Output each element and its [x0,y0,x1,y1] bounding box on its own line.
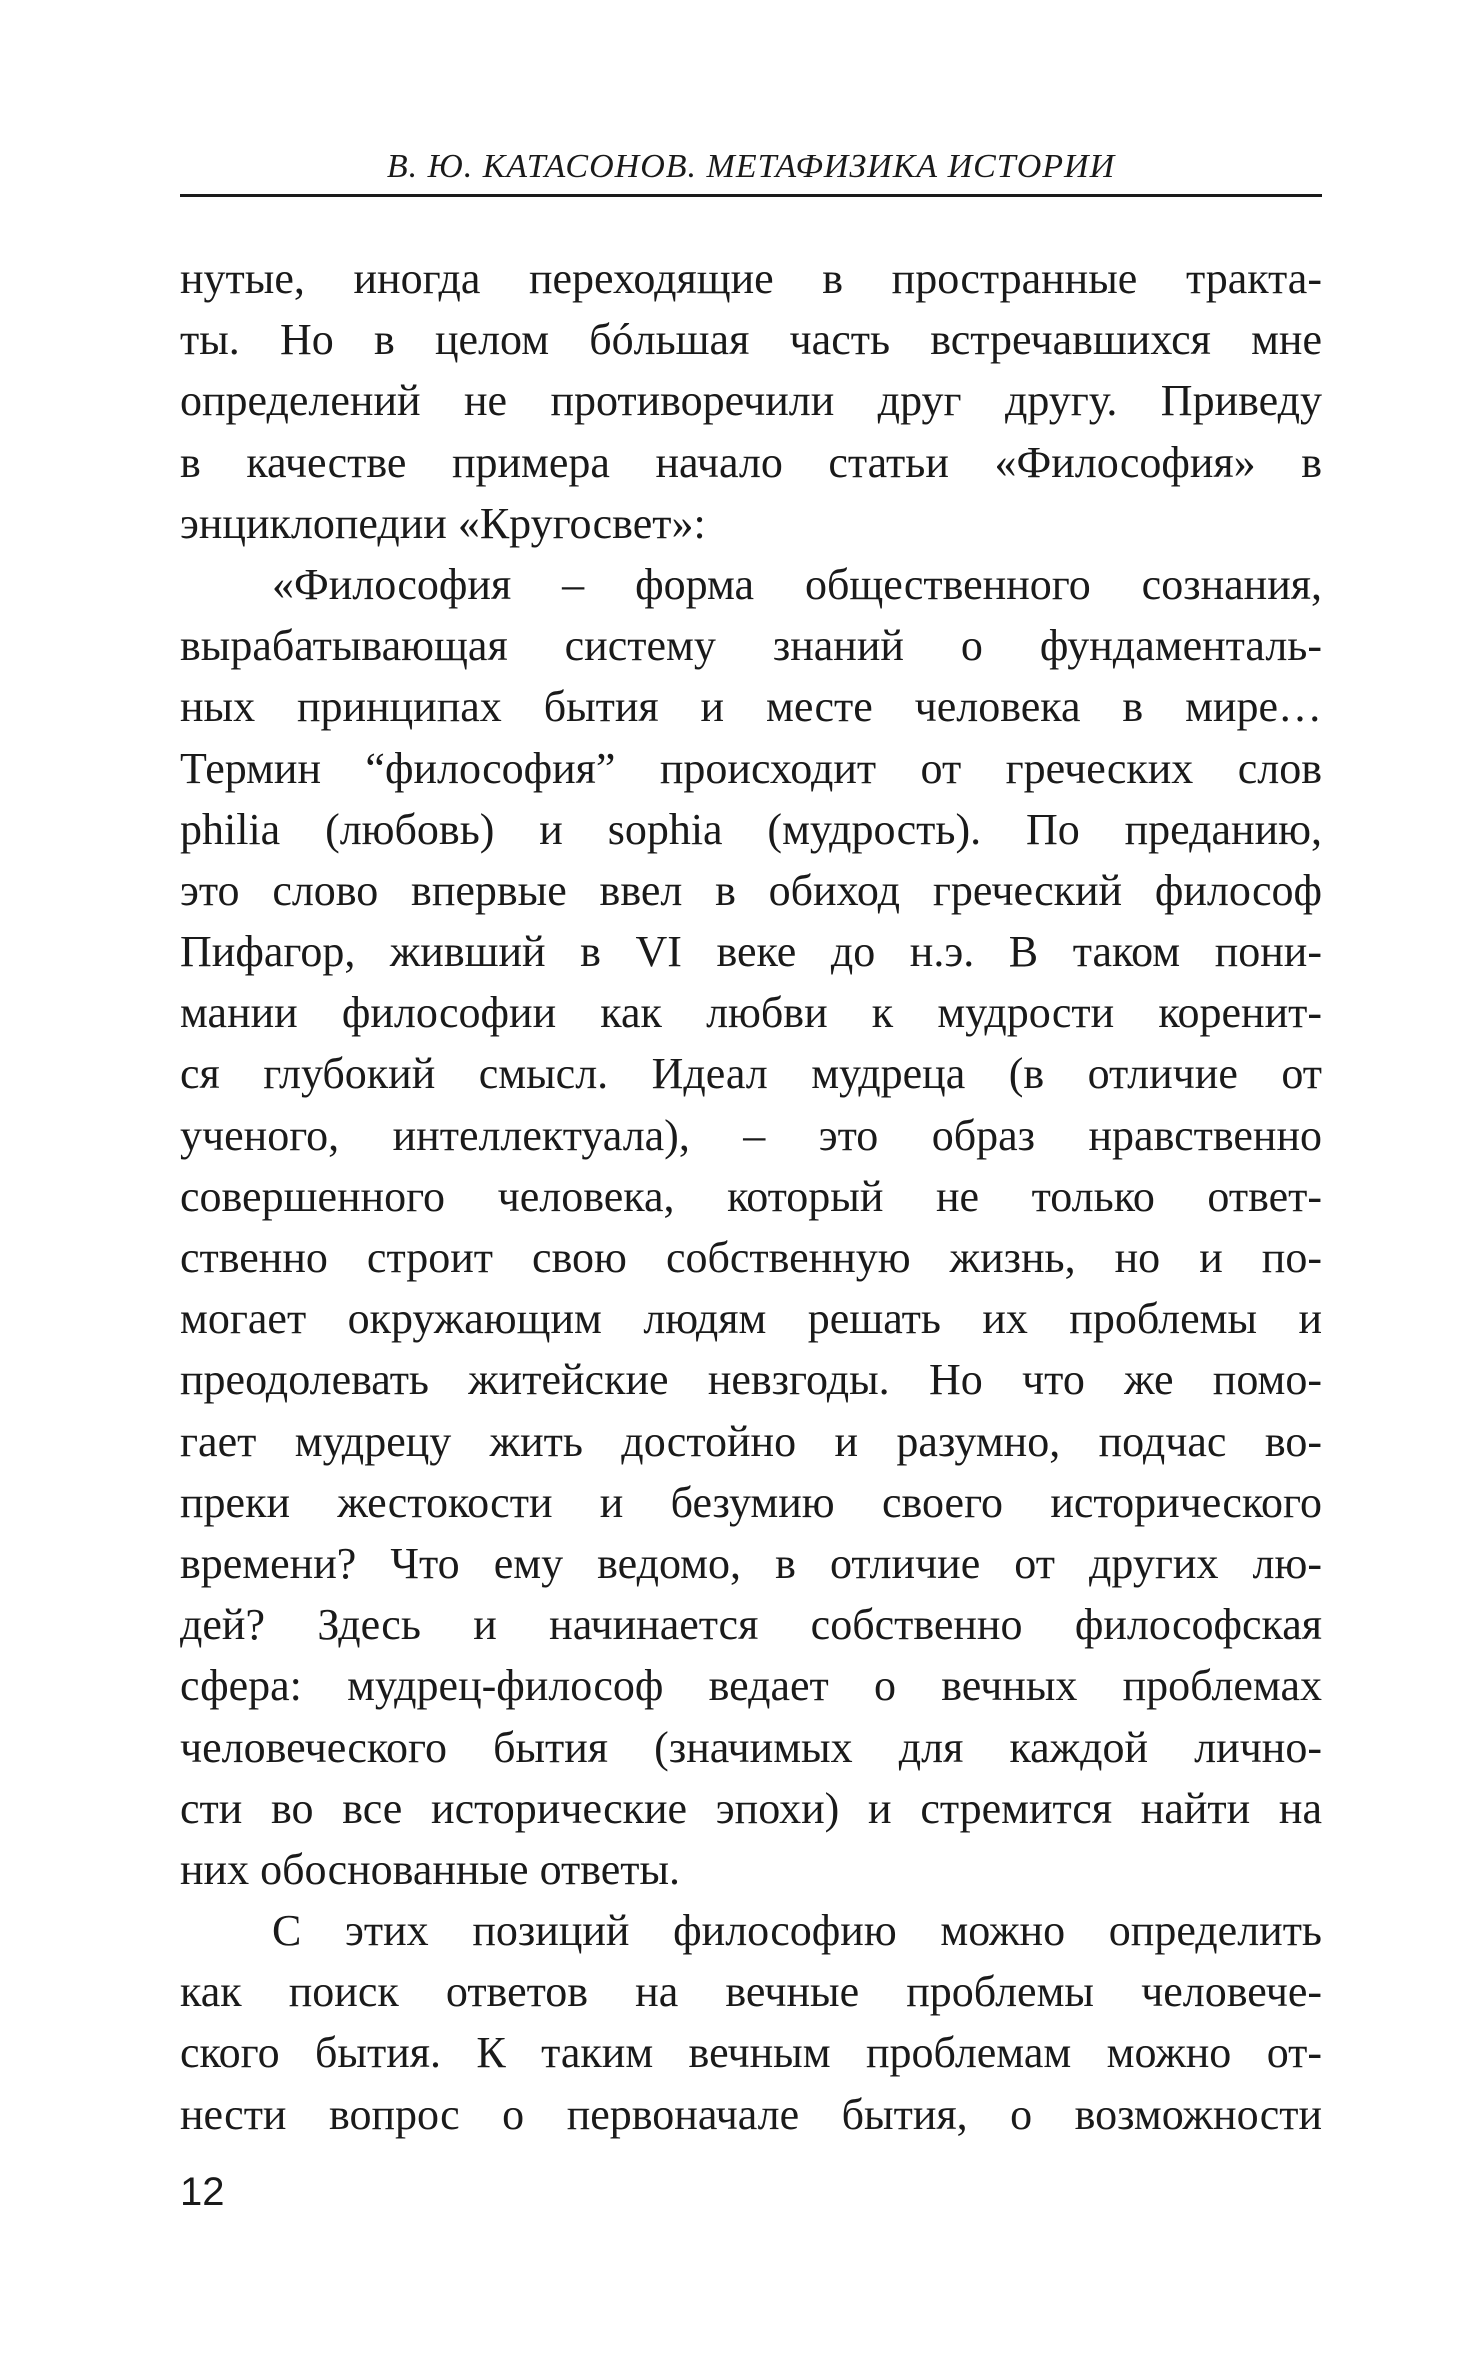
text-line: времени? Что ему ведомо, в отличие от других лю- [180,1538,1322,1588]
text-line: ского бытия. К таким вечным проблемам можно от- [180,2028,1322,2078]
text-line: гает мудрецу жить достойно и разумно, подчас во- [180,1416,1322,1466]
text-line: преодолевать житейские невзгоды. Но что же помо- [180,1355,1322,1405]
text-line: нутые, иногда переходящие в пространные тракта- [180,254,1322,303]
text-line: человеческого бытия (значимых для каждой лично- [180,1722,1322,1772]
text-line: это слово впервые ввел в обиход греческий философ [180,865,1322,915]
text-line: как поиск ответов на вечные проблемы человече- [180,1967,1322,2017]
text-line: ся глубокий смысл. Идеал мудреца (в отличие от [180,1049,1322,1099]
text-line: ты. Но в целом бóльшая часть встречавшихся мне [180,315,1322,365]
text-line: ных принципах бытия и месте человека в мире… [180,682,1322,732]
text-line: сти во все исторические эпохи) и стремится найти на [180,1783,1322,1833]
running-head: В. Ю. КАТАСОНОВ. МЕТАФИЗИКА ИСТОРИИ [386,148,1116,185]
text-line: «Философия – форма общественного сознания, [272,559,1322,609]
text-line: могает окружающим людям решать их проблемы и [180,1294,1322,1344]
header-rule [180,194,1322,197]
text-line: вырабатывающая систему знаний о фундаменталь- [180,621,1322,671]
text-line: совершенного человека, который не только ответ- [180,1171,1322,1221]
text-line: сфера: мудрец-философ ведает о вечных проблемах [180,1661,1322,1711]
text-line: ственно строит свою собственную жизнь, но и по- [180,1233,1322,1282]
body-text [180,248,1322,2145]
text-line: них обоснованные ответы. [180,1844,681,1894]
text-line: С этих позиций философию можно определить [272,1906,1322,1956]
text-line: нести вопрос о первоначале бытия, о возможности [180,2089,1322,2139]
text-line: philia (любовь) и sophia (мудрость). По преданию, [180,804,1322,854]
text-line: Термин “философия” происходит от греческих слов [180,743,1322,793]
text-line: определений не противоречили друг другу. Приведу [180,376,1322,426]
text-line: энциклопедии «Кругосвет»: [180,498,706,548]
text-line: мании философии как любви к мудрости коренит- [180,988,1322,1038]
text-line: ученого, интеллектуала), – это образ нравственно [180,1110,1322,1160]
text-line: Пифагор, живший в VI веке до н.э. В таком пони- [180,927,1322,977]
text-line: преки жестокости и безумию своего исторического [180,1477,1322,1527]
page-number: 12 [180,2170,225,2214]
text-line: в качестве примера начало статьи «Философия» в [180,437,1322,487]
text-line: дей? Здесь и начинается собственно философская [180,1600,1322,1650]
